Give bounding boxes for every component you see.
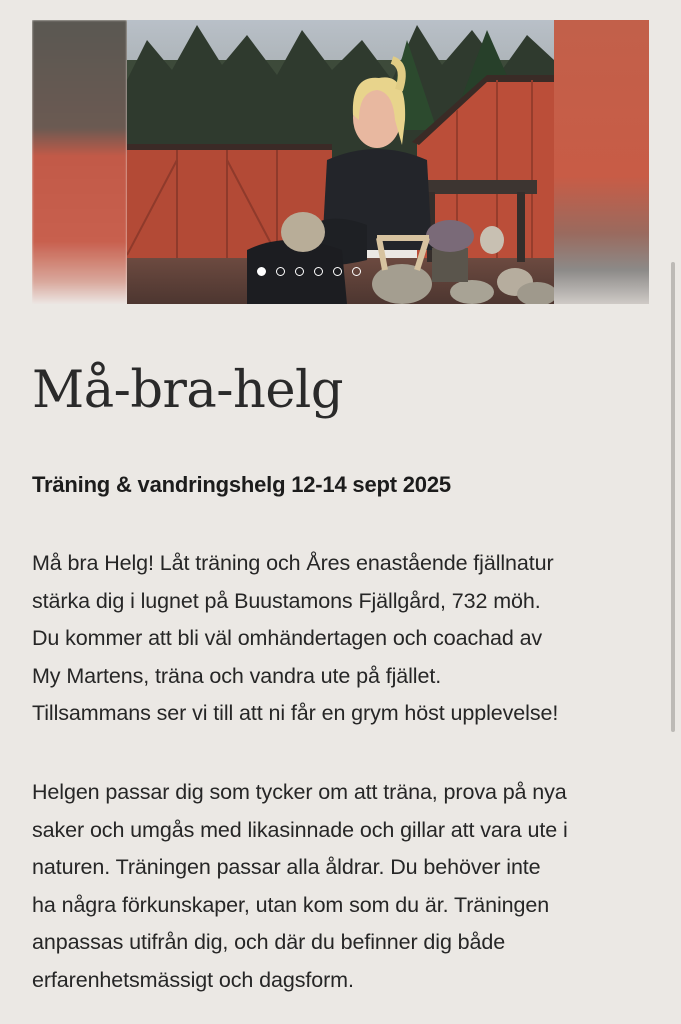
woman-training-outdoors-photo xyxy=(127,20,554,304)
paragraph-line: Tillsammans ser vi till att ni får en grym höst upplevelse! xyxy=(32,701,559,726)
carousel-dot[interactable] xyxy=(314,267,323,276)
paragraph-line: ha några förkunskaper, utan kom som du är. Träningen xyxy=(32,892,550,917)
carousel-dot[interactable] xyxy=(295,267,304,276)
intro-paragraph xyxy=(32,545,652,733)
paragraph-line: My Martens, träna och vandra ute på fjället. xyxy=(32,663,442,688)
next-slide-peek[interactable] xyxy=(554,20,649,304)
paragraph-line: Må bra Helg! Låt träning och Åres enastående fjällnatur xyxy=(32,551,554,575)
paragraph-line: erfarenhetsmässigt och dagsform. xyxy=(32,967,354,992)
paragraph-line: naturen. Träningen passar alla åldrar. Du behöver inte xyxy=(32,855,541,880)
carousel-pagination xyxy=(257,267,361,276)
carousel-dot[interactable] xyxy=(257,267,266,276)
paragraph-line: Helgen passar dig som tycker om att träna, prova på nya xyxy=(32,780,567,804)
carousel-dot[interactable] xyxy=(276,267,285,276)
paragraph-line: anpassas utifrån dig, och där du befinner dig både xyxy=(32,930,506,955)
details-paragraph xyxy=(32,774,652,1000)
page-scrollbar[interactable] xyxy=(671,262,675,732)
previous-slide-peek[interactable] xyxy=(32,20,127,304)
event-subtitle: Träning & vandringshelg 12-14 sept 2025 xyxy=(32,472,451,497)
carousel-dot[interactable] xyxy=(333,267,342,276)
image-carousel[interactable] xyxy=(32,20,649,304)
paragraph-line: stärka dig i lugnet på Buustamons Fjällgård, 732 möh. xyxy=(32,588,541,613)
paragraph-line: Du kommer att bli väl omhändertagen och coachad av xyxy=(32,626,543,651)
carousel-slide-photo[interactable] xyxy=(127,20,554,304)
carousel-dot[interactable] xyxy=(352,267,361,276)
page-title: Må-bra-helg xyxy=(32,361,344,420)
paragraph-line: saker och umgås med likasinnade och gillar att vara ute i xyxy=(32,817,568,842)
